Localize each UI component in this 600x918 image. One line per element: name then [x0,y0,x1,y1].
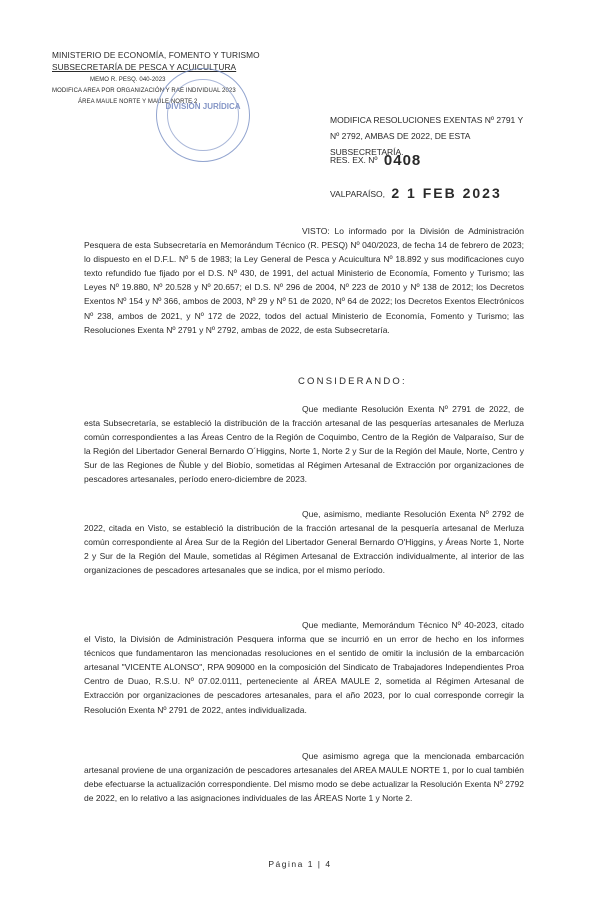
visto-paragraph: VISTO: Lo informado por la División de Administración Pesquera de esta Subsecretaría en Memorándum Técnico (R. PESQ) Nº 040/2023, de fecha 14 de febrero de 2023; lo dispuesto en el D.F.L. Nº 5 de 1983; la Ley General de Pesca y Acuicultura Nº 18.892 y sus modificaciones cuyo texto refundido fue fijado por el D.S. Nº 430, de 1991, del actual Ministerio de Economía, Fomento y Turismo; las Leyes Nº 19.880, Nº 20.528 y Nº 20.657; el D.S. Nº 296 de 2004, Nº 223 de 2010 y Nº 138 de 2012; los Decretos Exentos Nº 154 y Nº 366, ambos de 2003, Nº 29 y Nº 51 de 2020, Nº 64 de 2022; los Decretos Exentos Electrónicos Nº 238, ambos de 2021, y Nº 172 de 2022, todos del actual Ministerio de Economía, Fomento y Turismo; las Resoluciones Exenta Nº 2791 y Nº 2792, ambas de 2022, de esta Subsecretaría. [84,226,524,335]
resolution-number: 0408 [383,152,422,169]
header-ministry: MINISTERIO DE ECONOMÍA, FOMENTO Y TURISMO [52,50,260,60]
date-stamp: 2 1 FEB 2023 [391,185,502,201]
division-juridica-stamp [156,68,250,162]
considerando-paragraph-2: Que, asimismo, mediante Resolución Exenta Nº 2792 de 2022, citada en Visto, se estableció la distribución de la fracción artesanal de la pesquería artesanal de Merluza común correspondiente al Área Sur de la Región del Libertador General Bernardo O'Higgins, y Áreas Norte 1, Norte 2 y Sur de la Región del Maule, sometidas al Régimen Artesanal de Extracción individualmente, al interior de las organizaciones de pescadores artesanales que se indica, por el mismo período. [84,509,524,576]
header-undersecretariat: SUBSECRETARÍA DE PESCA Y ACUICULTURA [52,62,237,72]
date-city: VALPARAÍSO, [330,189,385,199]
stamp-inner-ring [167,79,239,151]
date-line [330,184,502,200]
considerando-paragraph-4: Que asimismo agrega que la mencionada embarcación artesanal proviene de una organización de pescadores artesanales del AREA MAULE NORTE 1, por lo cual también debe efectuarse la actualización correspondiente. Del mismo modo se debe actualizar la Resolución Exenta Nº 2792 de 2022, en lo relativo a las asignaciones individuales de las ÁREAS Norte 1 y Norte 2. [84,751,524,804]
document-subject: MODIFICA RESOLUCIONES EXENTAS Nº 2791 Y Nº 2792, AMBAS DE 2022, DE ESTA SUBSECRETARÍA. [330,115,523,157]
header-area: ÁREA MAULE NORTE Y MAULE NORTE 2 [78,99,198,105]
considerando-paragraph-1: Que mediante Resolución Exenta Nº 2791 de 2022, de esta Subsecretaría, se estableció la distribución de la fracción artesanal de las pesquerías artesanales de Merluza común correspondientes a las Áreas Centro de la Región de Coquimbo, Centro de la Región de Valparaíso, Sur de la Región del Libertador General Bernardo O´Higgins, Norte 1, Norte 2 y Sur de la Región del Maule, Norte, Centro y Sur de las Regiones de Ñuble y del Biobío, sometidas al Régimen Artesanal de Extracción por organizaciones de pescadores artesanales, período enero-diciembre de 2023. [84,404,524,485]
considerando-paragraph-3: Que mediante, Memorándum Técnico Nº 40-2023, citado el Visto, la División de Administración Pesquera informa que se incurrió en un error de hecho en los informes técnicos que fundamentaron las mencionadas resoluciones en el sentido de omitir la inclusión de la embarcación artesanal "VICENTE ALONSO", RPA 909000 en la composición del Sindicato de Trabajadores Independientes Proa Centro de Duao, R.S.U. Nº 07.02.0111, perteneciente al ÁREA MAULE 2, sometida al Régimen Artesanal de Extracción por organizaciones de pescadores artesanales, para el año 2023, por lo cual corresponde corregir la Resolución Exenta Nº 2791 de 2022, antes individualizada. [84,620,524,715]
considerando-heading: CONSIDERANDO: [298,376,407,387]
resolution-label: RES. EX. Nº [330,155,378,165]
page-number: Página 1 | 4 [268,859,332,869]
header-memo: MEMO R. PESQ. 040-2023 [90,77,166,83]
header-modifies: MODIFICA AREA POR ORGANIZACIÓN Y RAE INDIVIDUAL 2023 [52,88,236,94]
stamp-text: DIVISIÓN JURÍDICA [165,102,241,111]
resolution-line [330,150,421,167]
